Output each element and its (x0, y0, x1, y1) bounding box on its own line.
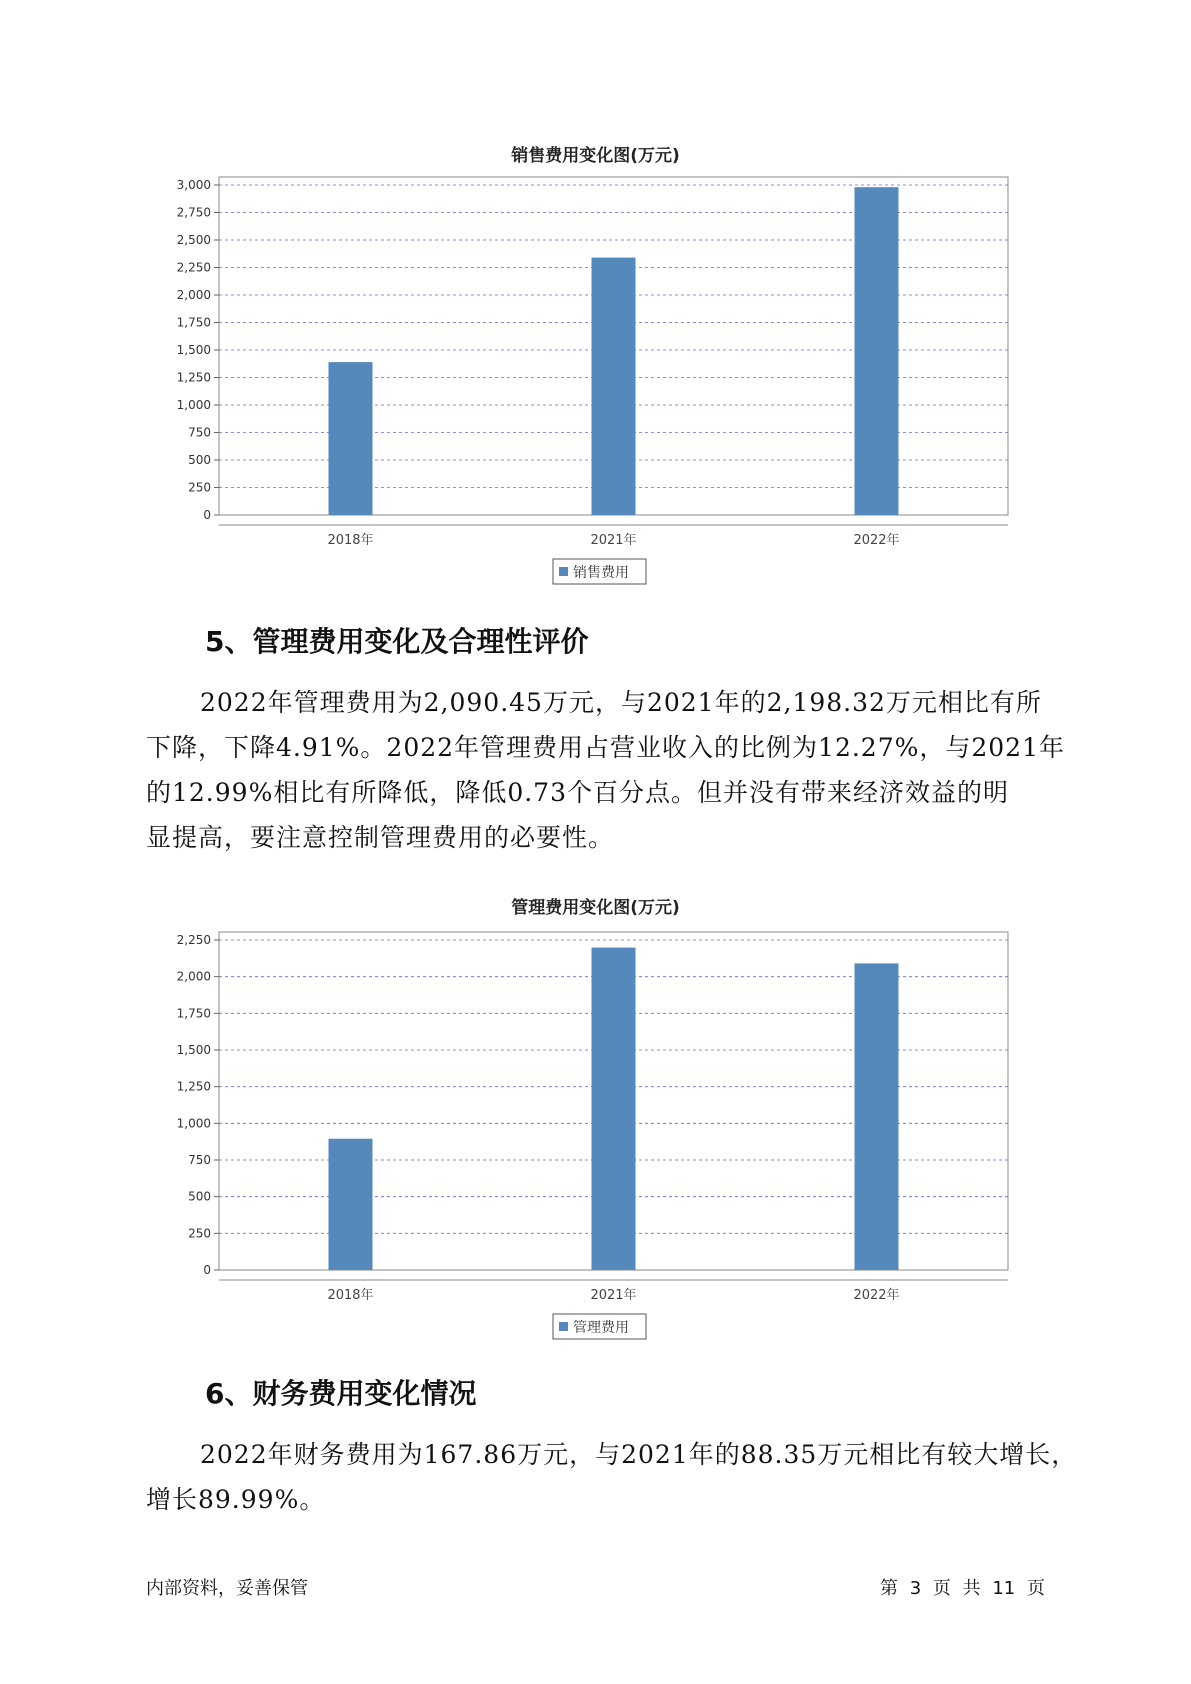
page-number: 第 3 页 共 11 页 (880, 1578, 1045, 1599)
paragraph (146, 680, 1065, 860)
bar (592, 258, 636, 515)
y-tick-label: 1,250 (176, 370, 211, 385)
bar (592, 948, 636, 1270)
paragraph-line: 下降，下降4.91%。2022年管理费用占营业收入的比例为12.27%，与2021年 (146, 733, 1065, 762)
y-tick-label: 750 (188, 425, 211, 440)
y-tick-label: 2,000 (176, 288, 211, 302)
y-tick-label: 1,750 (176, 315, 211, 330)
x-tick-label: 2021年 (590, 533, 637, 548)
y-tick-label: 2,000 (176, 969, 211, 984)
y-tick-label: 500 (188, 1189, 211, 1204)
x-tick-label: 2018年 (327, 1288, 374, 1303)
y-tick-label: 1,250 (176, 1079, 211, 1094)
bar (329, 1139, 373, 1270)
x-tick-label: 2022年 (853, 533, 900, 548)
y-tick-label: 2,250 (176, 260, 211, 275)
paragraph-line: 2022年财务费用为167.86万元，与2021年的88.35万元相比有较大增长， (200, 1440, 1078, 1469)
x-tick-label: 2022年 (853, 1288, 900, 1303)
section-heading: 5、管理费用变化及合理性评价 (205, 625, 589, 658)
y-tick-label: 1,000 (176, 398, 211, 412)
admin-expense-bar-chart (0, 920, 1191, 1340)
paragraph-line: 显提高，要注意控制管理费用的必要性。 (146, 823, 615, 852)
y-tick-label: 0 (203, 508, 211, 522)
y-tick-label: 250 (188, 480, 211, 495)
y-tick-label: 1,750 (176, 1006, 211, 1021)
y-tick-label: 750 (188, 1153, 211, 1167)
y-tick-label: 2,500 (176, 233, 211, 247)
legend-swatch (559, 1322, 568, 1331)
y-tick-label: 3,000 (176, 178, 211, 192)
bar (855, 963, 899, 1270)
y-tick-label: 1,500 (176, 343, 211, 357)
section-heading: 6、财务费用变化情况 (205, 1377, 477, 1410)
x-tick-label: 2018年 (327, 533, 374, 548)
y-tick-label: 1,500 (176, 1043, 211, 1057)
sales-expense-bar-chart (0, 165, 1191, 585)
y-tick-label: 250 (188, 1226, 211, 1241)
confidential-note: 内部资料，妥善保管 (146, 1578, 308, 1599)
x-tick-label: 2021年 (590, 1288, 637, 1303)
chart-title: 销售费用变化图(万元) (511, 146, 680, 166)
paragraph-line: 增长89.99%。 (146, 1485, 326, 1514)
paragraph-line: 的12.99%相比有所降低，降低0.73个百分点。但并没有带来经济效益的明 (146, 778, 1009, 807)
y-tick-label: 0 (203, 1263, 211, 1277)
legend-swatch (559, 567, 568, 576)
bar (329, 362, 373, 515)
bar (855, 187, 899, 515)
y-tick-label: 500 (188, 453, 211, 467)
legend-label: 销售费用 (573, 565, 629, 581)
y-tick-label: 2,250 (176, 933, 211, 947)
legend-label: 管理费用 (573, 1320, 629, 1336)
paragraph-line: 2022年管理费用为2,090.45万元，与2021年的2,198.32万元相比有所 (200, 688, 1042, 717)
y-tick-label: 2,750 (176, 205, 211, 220)
chart-title: 管理费用变化图(万元) (511, 898, 680, 918)
paragraph (146, 1432, 1078, 1522)
y-tick-label: 1,000 (176, 1116, 211, 1131)
